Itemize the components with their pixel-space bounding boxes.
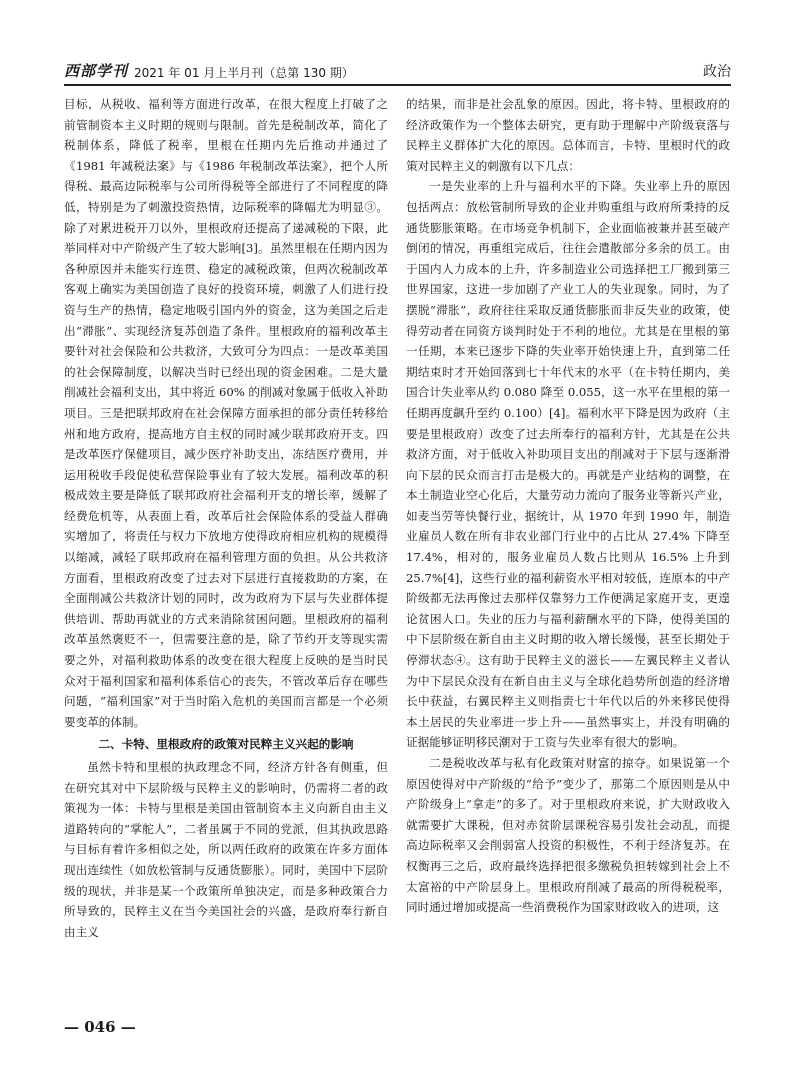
- journal-logo: 西部学刊: [64, 62, 129, 80]
- issue-info: 2021 年 01 月上半月刊（总第 130 期）: [134, 66, 354, 80]
- page-number: — 046 —: [64, 1018, 136, 1036]
- paragraph: 虽然卡特和里根的执政理念不同，经济方针各有侧重，但在研究其对中下层阶级与民粹主义的影响时，仍需将二者的政策视为一体：卡特与里根是美国由管制资本主义向新自由主义道路转向的“掌舵人”，二者虽属于不同的党派，但其执政思路与目标有着许多相似之处，所以两任政府的政策在许多方面体现出连续性（如放松管制与反通货膨胀）。同时，美国中下层阶级的现状，并非是某一个政策所单独决定，而是多种政策合力所导致的，民粹主义在当今美国社会的兴盛，是政府奉行新自由主义: [64, 760, 388, 939]
- section-tag: 政治: [703, 64, 731, 80]
- header-left: [64, 60, 354, 84]
- paragraph: 二是税收改革与私有化政策对财富的掠夺。如果说第一个原因使得对中产阶级的“给予”变少了，那第二个原因则是从中产阶级身上“拿走”的多了。对于里根政府来说，扩大财政收入就需要扩大课税，但对赤贫阶层课税容易引发社会动乱，而提高边际税率又会削弱富人投资的积极性，不利于经济复苏。在权衡再三之后，政府最终选择把很多缴税负担转嫁到社会上不太富裕的中产阶层身上。里根政府削减了最高的所得税税率，同时通过增加或提高一些消费税作为国家财政收入的进项，这: [406, 756, 730, 915]
- paragraph: 的结果，而非是社会乱象的原因。因此，将卡特、里根政府的经济政策作为一个整体去研究，更有助于理解中产阶级衰落与民粹主义群体扩大化的原因。总体而言，卡特、里根时代的政策对民粹主义的刺激有以下几点：: [406, 97, 730, 173]
- page-header: [64, 58, 731, 86]
- section-heading: 二、卡特、里根政府的政策对民粹主义兴起的影响: [98, 737, 354, 752]
- paragraph: 目标，从税收、福利等方面进行改革，在很大程度上打破了之前管制资本主义时期的规则与限制。首先是税制改革，简化了税制体系，降低了税率，里根在任期内先后推动并通过了《1981 年减税法案》与《1986 年税制改革法案》，把个人所得税、最高边际税率与公司所得税等全部进行了不同程度的降低，特别是为了刺激投资热情，边际税率的降幅尤为明显③。除了对累进税开刀以外，里根政府还提高了递减税的下限，此举同样对中产阶级产生了较大影响[3]。虽然里根在任期内因为各种原因并未能实行连贯、稳定的减税政策，但两次税制改革客观上确实为美国创造了良好的投资环境，刺激了人们进行投资与生产的热情，稳定地吸引国内外的资金，这为美国之后走出“滞胀”、实现经济复苏创造了条件。里根政府的福利改革主要针对社会保险和公共救济，大致可分为四点：一是改革美国的社会保障制度，以解决当时已经出现的资金困难。二是大量削减社会福利支出，其中将近 60% 的削减对象属于低收入补助项目。三是把联邦政府在社会保障方面承担的部分责任转移给州和地方政府，提高地方自主权的同时减少联邦政府开支。四是改革医疗保健项目，减少医疗补助支出，冻结医疗费用，并运用税收手段促使私营保险事业有了较大发展。福利改革的积极成效主要是降低了联邦政府社会福利开支的增长率，缓解了经费危机等，从表面上看，改革后社会保险体系的受益人群确实增加了，将责任与权力下放地方使得政府相应机构的规模得以缩减，减轻了联邦政府在福利管理方面的负担。从公共救济方面看，里根政府改变了过去对下层进行直接救助的方案，在全面削减公共救济计划的同时，改为政府为下层与失业群体提供培训、帮助再就业的方式来消除贫困问题。里根政府的福利改革虽然褒贬不一，但需要注意的是，除了节约开支等现实需要之外，对福利救助体系的改变在很大程度上反映的是当时民众对于福利国家和福利体系信心的丧失，不管改革后存在哪些问题，“福利国家”对于当时陷入危机的美国而言都是一个必须要变革的体制。: [64, 97, 388, 729]
- left-column: [64, 94, 388, 1024]
- right-column: [406, 94, 730, 1024]
- paragraph: 一是失业率的上升与福利水平的下降。失业率上升的原因包括两点：放松管制所导致的企业并购重组与政府所秉持的反通货膨胀策略。在市场竞争机制下，企业面临被兼并甚至破产倒闭的情况，再重组完成后，往往会遣散部分多余的员工。由于国内人力成本的上升，许多制造业公司选择把工厂搬到第三世界国家，这进一步加剧了产业工人的失业现象。同时，为了摆脱“滞胀”，政府往往采取反通货膨胀而非反失业的政策，使得劳动者在同资方谈判时处于不利的地位。尤其是在里根的第一任期，本来已逐步下降的失业率开始快速上升，直到第二任期结束时才开始回落到七十年代末的水平（在卡特任期内，美国合计失业率从约 0.080 降至 0.055，这一水平在里根的第一任期再度飙升至约 0.100）[4]。福利水平下降是因为政府（主要是里根政府）改变了过去所奉行的福利方针，尤其是在公共救济方面，对于低收入补助项目支出的削减对于下层与逐渐滑向下层的民众而言打击是极大的。再就是产业结构的调整，在本土制造业空心化后，大量劳动力流向了服务业等新兴产业，如麦当劳等快餐行业，据统计，从 1970 年到 1990 年，制造业雇员人数在所有非农业部门行业中的占比从 27.4% 下降至 17.4%，相对的，服务业雇员人数占比则从 16.5% 上升到 25.7%[4]，这些行业的福利薪资水平相对较低，连原本的中产阶级都无法再像过去那样仅靠努力工作便满足家庭开支，更遑论贫困人口。失业的压力与福利薪酬水平的下降，使得美国的中下层阶级在新自由主义时期的收入增长缓慢，甚至长期处于停滞状态④。这有助于民粹主义的滋长——左翼民粹主义者认为中下层民众没有在新自由主义与全球化趋势所创造的经济增长中获益，右翼民粹主义则指责七十年代以后的外来移民使得本土居民的失业率进一步上升——虽然事实上，并没有明确的证据能够证明移民潮对于工资与失业率有很大的影响。: [406, 179, 730, 750]
- article-body: [64, 94, 730, 1024]
